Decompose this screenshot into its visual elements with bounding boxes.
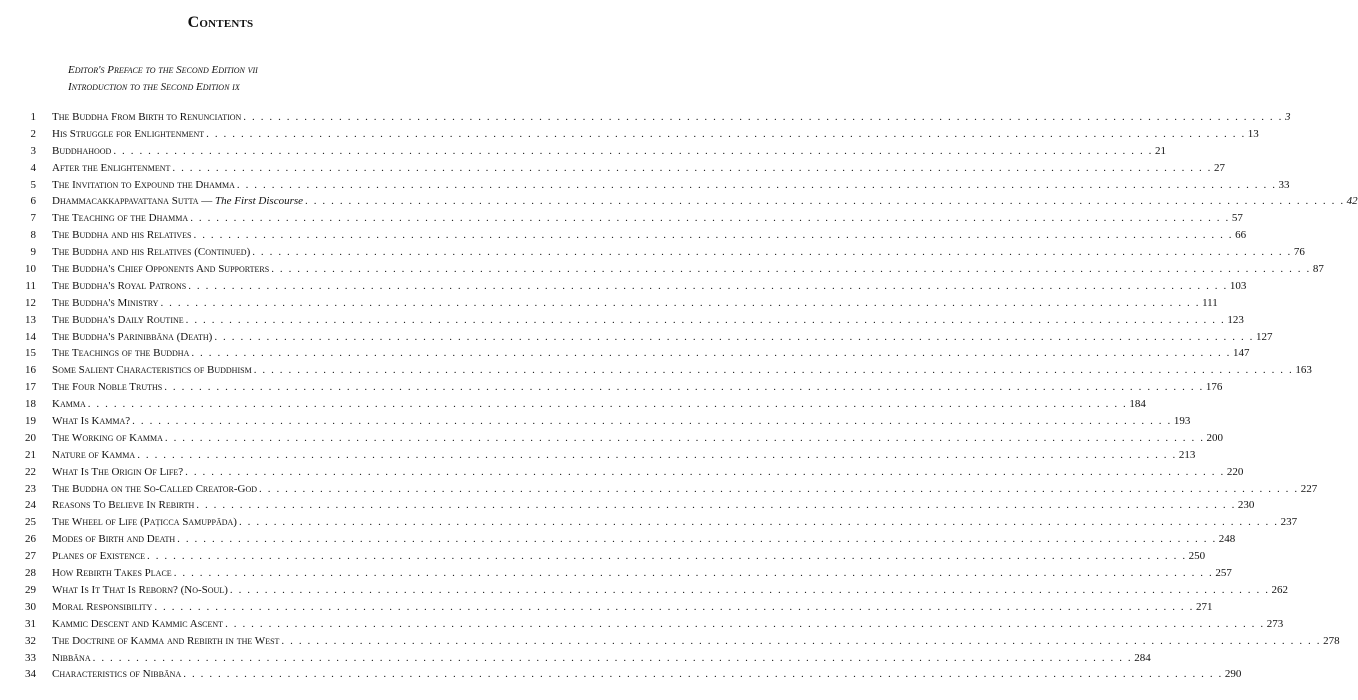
chapter-title-text: The Buddha and his Relatives (Continued) <box>52 246 251 259</box>
chapter-number: 20 <box>25 431 36 444</box>
page-number: 57 <box>1231 212 1243 225</box>
toc-entry[interactable] <box>0 582 1289 599</box>
dot-leader: . . . . . . . . . . . . . . . . . . . . . . . . . . . . . . . . . . . . . . . . . . . . . . . . . . . . . . . . . . . . . . . . . . . . . . . . . . . . . . . . . . . . . . . . . . . . . . . . . . . . . . . . . . . . . . . . . . . . . . . . <box>164 431 1205 444</box>
chapter-title-text: The Teaching of the Dhamma <box>52 212 189 225</box>
page-number: 76 <box>1293 246 1305 259</box>
chapter-title <box>52 329 212 346</box>
dot-leader: . . . . . . . . . . . . . . . . . . . . . . . . . . . . . . . . . . . . . . . . . . . . . . . . . . . . . . . . . . . . . . . . . . . . . . . . . . . . . . . . . . . . . . . . . . . . . . . . . . . . . . . . . . . . . . . . . . . . . . . . <box>177 533 1217 546</box>
chapter-number: 17 <box>25 381 36 394</box>
page-number: 271 <box>1195 600 1213 613</box>
chapter-title <box>52 396 86 413</box>
page-number: 237 <box>1280 516 1298 529</box>
toc-entry-body <box>52 565 1232 582</box>
dot-leader: . . . . . . . . . . . . . . . . . . . . . . . . . . . . . . . . . . . . . . . . . . . . . . . . . . . . . . . . . . . . . . . . . . . . . . . . . . . . . . . . . . . . . . . . . . . . . . . . . . . . . . . . . . . . . . . . . . . . . . . . <box>193 229 1234 242</box>
toc-entry[interactable] <box>0 565 1232 582</box>
page-number: 290 <box>1224 668 1242 681</box>
chapter-title-text: The Buddha on the So-Called Creator-God <box>52 482 258 495</box>
dot-leader: . . . . . . . . . . . . . . . . . . . . . . . . . . . . . . . . . . . . . . . . . . . . . . . . . . . . . . . . . . . . . . . . . . . . . . . . . . . . . . . . . . . . . . . . . . . . . . . . . . . . . . . . . . . . . . . . . . . . . . . . <box>188 279 1228 292</box>
toc-entry-body <box>52 345 1250 362</box>
chapter-number: 32 <box>25 634 36 647</box>
page-number: 200 <box>1206 431 1224 444</box>
chapter-title-text: Planes of Existence <box>52 550 146 563</box>
toc-entry-body <box>52 481 1318 498</box>
toc-entry-body <box>52 548 1206 565</box>
chapter-title <box>52 312 184 329</box>
chapter-title-text: The Working of Kamma <box>52 431 163 444</box>
page-number: 111 <box>1202 296 1218 309</box>
page-number: 27 <box>1214 161 1226 174</box>
chapter-title <box>52 464 183 481</box>
toc-entry[interactable] <box>0 497 1255 514</box>
chapter-title-text: Buddhahood <box>52 144 112 157</box>
dot-leader: . . . . . . . . . . . . . . . . . . . . . . . . . . . . . . . . . . . . . . . . . . . . . . . . . . . . . . . . . . . . . . . . . . . . . . . . . . . . . . . . . . . . . . . . . . . . . . . . . . . . . . . . . . . . . . . . . . . . . . . . <box>206 127 1246 140</box>
dot-leader: . . . . . . . . . . . . . . . . . . . . . . . . . . . . . . . . . . . . . . . . . . . . . . . . . . . . . . . . . . . . . . . . . . . . . . . . . . . . . . . . . . . . . . . . . . . . . . . . . . . . . . . . . . . . . . . . . . . . . . . . <box>147 550 1187 563</box>
chapter-number: 21 <box>25 448 36 461</box>
chapter-number: 8 <box>30 229 36 242</box>
chapter-title-text: How Rebirth Takes Place <box>52 567 172 580</box>
page-number: 278 <box>1323 634 1340 647</box>
toc-entry[interactable] <box>0 345 1250 362</box>
toc-entry[interactable] <box>0 312 1244 329</box>
page-number: 33 <box>1278 178 1290 191</box>
chapter-title <box>52 345 189 362</box>
toc-entry-body <box>52 244 1305 261</box>
page-number: 87 <box>1312 263 1324 276</box>
chapter-number: 27 <box>25 550 36 563</box>
toc-entry-body <box>52 143 1166 160</box>
chapter-title <box>52 177 235 194</box>
toc-list <box>0 109 1358 683</box>
toc-entry[interactable] <box>0 379 1223 396</box>
toc-entry[interactable] <box>0 177 1290 194</box>
chapter-title-text: The Buddha From Birth to Renunciation <box>52 111 242 123</box>
chapter-number: 23 <box>25 482 36 495</box>
toc-entry[interactable] <box>0 481 1318 498</box>
dot-leader: . . . . . . . . . . . . . . . . . . . . . . . . . . . . . . . . . . . . . . . . . . . . . . . . . . . . . . . . . . . . . . . . . . . . . . . . . . . . . . . . . . . . . . . . . . . . . . . . . . . . . . . . . . . . . . . . . . . . . . . . <box>253 364 1294 377</box>
toc-entry-body <box>52 396 1146 413</box>
chapter-number: 24 <box>25 499 36 512</box>
chapter-number: 6 <box>30 195 36 208</box>
chapter-title-text: The Invitation to Expound the Dhamma <box>52 178 235 191</box>
front-matter-entry[interactable]: Editor's Preface to the Second Edition vii <box>68 64 258 76</box>
dot-leader: . . . . . . . . . . . . . . . . . . . . . . . . . . . . . . . . . . . . . . . . . . . . . . . . . . . . . . . . . . . . . . . . . . . . . . . . . . . . . . . . . . . . . . . . . . . . . . . . . . . . . . . . . . . . . . . . . . . . . . . . <box>113 144 1153 157</box>
dot-leader: . . . . . . . . . . . . . . . . . . . . . . . . . . . . . . . . . . . . . . . . . . . . . . . . . . . . . . . . . . . . . . . . . . . . . . . . . . . . . . . . . . . . . . . . . . . . . . . . . . . . . . . . . . . . . . . . . . . . . . . . <box>243 111 1283 123</box>
page-number: 127 <box>1256 330 1273 343</box>
page-number: 66 <box>1235 229 1247 242</box>
toc-entry[interactable] <box>0 244 1305 261</box>
page-number: 123 <box>1227 313 1244 326</box>
toc-entry-body <box>52 329 1273 346</box>
toc-entry[interactable] <box>0 227 1247 244</box>
chapter-title <box>52 126 204 143</box>
toc-entry-body <box>52 531 1236 548</box>
toc-entry[interactable] <box>0 295 1218 312</box>
toc-entry-body <box>52 177 1290 194</box>
toc-entry-body <box>52 210 1243 227</box>
dot-leader: . . . . . . . . . . . . . . . . . . . . . . . . . . . . . . . . . . . . . . . . . . . . . . . . . . . . . . . . . . . . . . . . . . . . . . . . . . . . . . . . . . . . . . . . . . . . . . . . . . . . . . . . . . . . . . . . . . . . . . . . <box>87 398 1128 411</box>
toc-entry-body <box>52 447 1196 464</box>
chapter-title <box>52 244 250 261</box>
toc-entry-body <box>52 227 1247 244</box>
chapter-title <box>52 447 135 464</box>
chapter-number: 33 <box>25 651 36 664</box>
chapter-number: 7 <box>30 212 36 225</box>
dot-leader: . . . . . . . . . . . . . . . . . . . . . . . . . . . . . . . . . . . . . . . . . . . . . . . . . . . . . . . . . . . . . . . . . . . . . . . . . . . . . . . . . . . . . . . . . . . . . . . . . . . . . . . . . . . . . . . . . . . . . . . . <box>137 448 1177 461</box>
chapter-title <box>52 413 130 430</box>
chapter-title-text: What Is Kamma? <box>52 415 131 428</box>
chapter-title-text: The Buddha's Ministry <box>52 296 159 309</box>
page-number: 284 <box>1134 651 1151 664</box>
toc-entry-body <box>52 514 1298 531</box>
toc-entry[interactable] <box>0 109 1291 126</box>
chapter-title-text: Reasons To Believe In Rebirth <box>52 499 195 512</box>
toc-entry-body <box>52 160 1226 177</box>
dot-leader: . . . . . . . . . . . . . . . . . . . . . . . . . . . . . . . . . . . . . . . . . . . . . . . . . . . . . . . . . . . . . . . . . . . . . . . . . . . . . . . . . . . . . . . . . . . . . . . . . . . . . . . . . . . . . . . . . . . . . . . . <box>281 634 1322 647</box>
toc-entry-body <box>52 278 1247 295</box>
chapter-title-text: The Teachings of the Buddha <box>52 347 190 360</box>
dot-leader: . . . . . . . . . . . . . . . . . . . . . . . . . . . . . . . . . . . . . . . . . . . . . . . . . . . . . . . . . . . . . . . . . . . . . . . . . . . . . . . . . . . . . . . . . . . . . . . . . . . . . . . . . . . . . . . . . . . . . . . . <box>196 499 1236 512</box>
dot-leader: . . . . . . . . . . . . . . . . . . . . . . . . . . . . . . . . . . . . . . . . . . . . . . . . . . . . . . . . . . . . . . . . . . . . . . . . . . . . . . . . . . . . . . . . . . . . . . . . . . . . . . . . . . . . . . . . . . . . . . . . <box>225 617 1265 630</box>
toc-entry[interactable] <box>0 261 1324 278</box>
chapter-title <box>52 633 279 650</box>
toc-entry-body <box>52 430 1224 447</box>
toc-entry-body <box>52 295 1218 312</box>
page-number: 42 <box>1346 195 1358 208</box>
chapter-title <box>52 160 170 177</box>
chapter-title <box>52 548 145 565</box>
page-number: 213 <box>1178 448 1196 461</box>
chapter-number: 5 <box>30 178 36 191</box>
page-number: 248 <box>1218 533 1236 546</box>
chapter-title <box>52 497 194 514</box>
chapter-title <box>52 362 252 379</box>
chapter-title-text: The Doctrine of Kamma and Rebirth in the West <box>52 634 280 647</box>
chapter-number: 10 <box>25 263 36 276</box>
chapter-title-text: The Buddha's Royal Patrons <box>52 279 187 292</box>
toc-entry[interactable] <box>0 514 1298 531</box>
chapter-number: 12 <box>25 296 36 309</box>
page-number: 147 <box>1233 347 1250 360</box>
toc-entry-body <box>52 599 1213 616</box>
toc-entry[interactable] <box>0 126 1259 143</box>
chapter-title-text: Nature of Kamma <box>52 448 136 461</box>
toc-entry[interactable] <box>0 430 1224 447</box>
page-number: 220 <box>1226 465 1244 478</box>
chapter-subtitle: The First Discourse <box>215 195 304 208</box>
chapter-title <box>52 565 172 582</box>
chapter-number: 1 <box>30 111 36 123</box>
chapter-title <box>52 430 163 447</box>
chapter-number: 13 <box>25 313 36 326</box>
dot-leader: . . . . . . . . . . . . . . . . . . . . . . . . . . . . . . . . . . . . . . . . . . . . . . . . . . . . . . . . . . . . . . . . . . . . . . . . . . . . . . . . . . . . . . . . . . . . . . . . . . . . . . . . . . . . . . . . . . . . . . . . <box>185 465 1225 478</box>
chapter-number: 22 <box>25 465 36 478</box>
page-number: 163 <box>1295 364 1312 377</box>
toc-entry[interactable] <box>0 633 1340 650</box>
chapter-number: 4 <box>30 161 36 174</box>
toc-entry[interactable] <box>0 650 1151 667</box>
chapter-title-text: The Four Noble Truths <box>52 381 163 394</box>
chapter-number: 2 <box>30 127 36 140</box>
toc-entry-body <box>52 497 1255 514</box>
chapter-number: 9 <box>30 246 36 259</box>
chapter-title <box>52 261 269 278</box>
toc-entry-body <box>52 633 1340 650</box>
chapter-title-text: After the Enlightenment <box>52 161 171 174</box>
toc-entry[interactable] <box>0 396 1146 413</box>
toc-entry-body <box>52 379 1223 396</box>
toc-entry-body <box>52 126 1259 143</box>
chapter-number: 28 <box>25 567 36 580</box>
chapter-title-text: Moral Responsibility <box>52 600 153 613</box>
chapter-title-text: The Buddha's Daily Routine <box>52 313 184 326</box>
chapter-title <box>52 531 175 548</box>
chapter-number: 16 <box>25 364 36 377</box>
page-number: 3 <box>1284 111 1291 123</box>
dot-leader: . . . . . . . . . . . . . . . . . . . . . . . . . . . . . . . . . . . . . . . . . . . . . . . . . . . . . . . . . . . . . . . . . . . . . . . . . . . . . . . . . . . . . . . . . . . . . . . . . . . . . . . . . . . . . . . . . . . . . . . . <box>214 330 1254 343</box>
chapter-number: 30 <box>25 600 36 613</box>
toc-entry-body <box>52 312 1244 329</box>
dot-leader: . . . . . . . . . . . . . . . . . . . . . . . . . . . . . . . . . . . . . . . . . . . . . . . . . . . . . . . . . . . . . . . . . . . . . . . . . . . . . . . . . . . . . . . . . . . . . . . . . . . . . . . . . . . . . . . . . . . . . . . . <box>92 651 1133 664</box>
chapter-title <box>52 295 158 312</box>
chapter-title <box>52 109 241 126</box>
dot-leader: . . . . . . . . . . . . . . . . . . . . . . . . . . . . . . . . . . . . . . . . . . . . . . . . . . . . . . . . . . . . . . . . . . . . . . . . . . . . . . . . . . . . . . . . . . . . . . . . . . . . . . . . . . . . . . . . . . . . . . . . <box>173 567 1214 580</box>
chapter-title-text: Modes of Birth and Death <box>52 533 176 546</box>
chapter-title <box>52 599 152 616</box>
chapter-title-text: Characteristics of Nibbāna <box>52 668 182 681</box>
dot-leader: . . . . . . . . . . . . . . . . . . . . . . . . . . . . . . . . . . . . . . . . . . . . . . . . . . . . . . . . . . . . . . . . . . . . . . . . . . . . . . . . . . . . . . . . . . . . . . . . . . . . . . . . . . . . . . . . . . . . . . . . <box>305 195 1345 208</box>
chapter-title-text: Kamma <box>52 398 86 411</box>
dot-leader: . . . . . . . . . . . . . . . . . . . . . . . . . . . . . . . . . . . . . . . . . . . . . . . . . . . . . . . . . . . . . . . . . . . . . . . . . . . . . . . . . . . . . . . . . . . . . . . . . . . . . . . . . . . . . . . . . . . . . . . . <box>236 178 1277 191</box>
toc-entry[interactable] <box>0 599 1213 616</box>
dot-leader: . . . . . . . . . . . . . . . . . . . . . . . . . . . . . . . . . . . . . . . . . . . . . . . . . . . . . . . . . . . . . . . . . . . . . . . . . . . . . . . . . . . . . . . . . . . . . . . . . . . . . . . . . . . . . . . . . . . . . . . . <box>185 313 1226 326</box>
dot-leader: . . . . . . . . . . . . . . . . . . . . . . . . . . . . . . . . . . . . . . . . . . . . . . . . . . . . . . . . . . . . . . . . . . . . . . . . . . . . . . . . . . . . . . . . . . . . . . . . . . . . . . . . . . . . . . . . . . . . . . . . <box>238 516 1279 529</box>
page-number: 262 <box>1271 583 1289 596</box>
page-number: 273 <box>1266 617 1284 630</box>
toc-entry[interactable] <box>0 210 1243 227</box>
chapter-title-text: The Buddha's Chief Opponents And Supporters <box>52 263 270 276</box>
page-title: Contents <box>187 14 254 31</box>
dot-leader: . . . . . . . . . . . . . . . . . . . . . . . . . . . . . . . . . . . . . . . . . . . . . . . . . . . . . . . . . . . . . . . . . . . . . . . . . . . . . . . . . . . . . . . . . . . . . . . . . . . . . . . . . . . . . . . . . . . . . . . . <box>183 668 1223 681</box>
dot-leader: . . . . . . . . . . . . . . . . . . . . . . . . . . . . . . . . . . . . . . . . . . . . . . . . . . . . . . . . . . . . . . . . . . . . . . . . . . . . . . . . . . . . . . . . . . . . . . . . . . . . . . . . . . . . . . . . . . . . . . . . <box>190 212 1230 225</box>
toc-entry[interactable] <box>0 143 1166 160</box>
toc-entry[interactable] <box>0 362 1312 379</box>
chapter-number: 19 <box>25 415 36 428</box>
dot-leader: . . . . . . . . . . . . . . . . . . . . . . . . . . . . . . . . . . . . . . . . . . . . . . . . . . . . . . . . . . . . . . . . . . . . . . . . . . . . . . . . . . . . . . . . . . . . . . . . . . . . . . . . . . . . . . . . . . . . . . . . <box>164 381 1204 394</box>
toc-entry[interactable] <box>0 447 1196 464</box>
toc-entry[interactable] <box>0 160 1226 177</box>
chapter-title-text: The Wheel of Life (Paṭicca Samuppāda) <box>52 516 237 529</box>
chapter-title <box>52 582 228 599</box>
chapter-number: 29 <box>25 583 36 596</box>
chapter-title-text: Some Salient Characteristics of Buddhism <box>52 364 252 377</box>
toc-entry-body <box>52 650 1151 667</box>
toc-entry-body <box>52 413 1191 430</box>
dot-leader: . . . . . . . . . . . . . . . . . . . . . . . . . . . . . . . . . . . . . . . . . . . . . . . . . . . . . . . . . . . . . . . . . . . . . . . . . . . . . . . . . . . . . . . . . . . . . . . . . . . . . . . . . . . . . . . . . . . . . . . . <box>160 296 1201 309</box>
toc-entry-body <box>52 193 1358 210</box>
chapter-title-text: The Buddha and his Relatives <box>52 229 192 242</box>
page-number: 230 <box>1237 499 1255 512</box>
toc-entry[interactable] <box>0 531 1236 548</box>
chapter-title-text: Nibbāna <box>52 651 91 664</box>
toc-entry[interactable] <box>0 329 1273 346</box>
dot-leader: . . . . . . . . . . . . . . . . . . . . . . . . . . . . . . . . . . . . . . . . . . . . . . . . . . . . . . . . . . . . . . . . . . . . . . . . . . . . . . . . . . . . . . . . . . . . . . . . . . . . . . . . . . . . . . . . . . . . . . . . <box>191 347 1232 360</box>
chapter-title-text: What Is It That Is Reborn? (No-Soul) <box>52 583 228 596</box>
dot-leader: . . . . . . . . . . . . . . . . . . . . . . . . . . . . . . . . . . . . . . . . . . . . . . . . . . . . . . . . . . . . . . . . . . . . . . . . . . . . . . . . . . . . . . . . . . . . . . . . . . . . . . . . . . . . . . . . . . . . . . . . <box>271 263 1311 276</box>
chapter-title <box>52 210 188 227</box>
chapter-title <box>52 379 162 396</box>
chapter-number: 15 <box>25 347 36 360</box>
chapter-number: 34 <box>25 668 36 681</box>
chapter-title <box>52 616 223 633</box>
chapter-title <box>52 278 186 295</box>
chapter-title <box>52 666 181 683</box>
page-number: 227 <box>1300 482 1318 495</box>
chapter-title-text: Kammic Descent and Kammic Ascent <box>52 617 224 630</box>
toc-entry-body <box>52 616 1284 633</box>
chapter-title <box>52 514 237 531</box>
toc-entry-body <box>52 109 1291 126</box>
chapter-number: 26 <box>25 533 36 546</box>
chapter-title-text: His Struggle for Enlightenment <box>52 127 205 140</box>
chapter-title-text: The Buddha's Parinibbāna (Death) <box>52 330 213 343</box>
front-matter-entry[interactable]: Introduction to the Second Edition ix <box>68 81 240 93</box>
chapter-number: 31 <box>25 617 36 630</box>
chapter-title <box>52 481 257 498</box>
chapter-title-text: What Is The Origin Of Life? <box>52 465 184 478</box>
dot-leader: . . . . . . . . . . . . . . . . . . . . . . . . . . . . . . . . . . . . . . . . . . . . . . . . . . . . . . . . . . . . . . . . . . . . . . . . . . . . . . . . . . . . . . . . . . . . . . . . . . . . . . . . . . . . . . . . . . . . . . . . <box>132 415 1172 428</box>
page-number: 184 <box>1129 398 1146 411</box>
chapter-number: 3 <box>30 144 36 157</box>
toc-entry[interactable] <box>0 193 1358 210</box>
toc-entry-body <box>52 261 1324 278</box>
chapter-title <box>52 650 91 667</box>
dot-leader: . . . . . . . . . . . . . . . . . . . . . . . . . . . . . . . . . . . . . . . . . . . . . . . . . . . . . . . . . . . . . . . . . . . . . . . . . . . . . . . . . . . . . . . . . . . . . . . . . . . . . . . . . . . . . . . . . . . . . . . . <box>259 482 1299 495</box>
chapter-title-text: Dhammacakkappavattana Sutta — <box>52 195 216 208</box>
toc-entry-body <box>52 582 1289 599</box>
toc-entry[interactable] <box>0 413 1191 430</box>
dot-leader: . . . . . . . . . . . . . . . . . . . . . . . . . . . . . . . . . . . . . . . . . . . . . . . . . . . . . . . . . . . . . . . . . . . . . . . . . . . . . . . . . . . . . . . . . . . . . . . . . . . . . . . . . . . . . . . . . . . . . . . . <box>154 600 1194 613</box>
chapter-number: 18 <box>25 398 36 411</box>
toc-entry-body <box>52 362 1312 379</box>
dot-leader: . . . . . . . . . . . . . . . . . . . . . . . . . . . . . . . . . . . . . . . . . . . . . . . . . . . . . . . . . . . . . . . . . . . . . . . . . . . . . . . . . . . . . . . . . . . . . . . . . . . . . . . . . . . . . . . . . . . . . . . . <box>252 246 1292 259</box>
chapter-title <box>52 143 111 160</box>
chapter-title <box>52 227 192 244</box>
dot-leader: . . . . . . . . . . . . . . . . . . . . . . . . . . . . . . . . . . . . . . . . . . . . . . . . . . . . . . . . . . . . . . . . . . . . . . . . . . . . . . . . . . . . . . . . . . . . . . . . . . . . . . . . . . . . . . . . . . . . . . . . <box>229 583 1270 596</box>
toc-entry[interactable] <box>0 278 1247 295</box>
chapter-number: 14 <box>25 330 36 343</box>
toc-entry-body <box>52 464 1244 481</box>
page-number: 176 <box>1205 381 1223 394</box>
toc-entry-body <box>52 666 1242 683</box>
page-number: 103 <box>1229 279 1247 292</box>
page-number: 250 <box>1188 550 1206 563</box>
page-number: 21 <box>1155 144 1166 157</box>
page-number: 193 <box>1173 415 1191 428</box>
toc-entry[interactable] <box>0 666 1242 683</box>
page-number: 257 <box>1215 567 1232 580</box>
toc-entry[interactable] <box>0 616 1284 633</box>
chapter-title <box>52 193 303 210</box>
chapter-number: 25 <box>25 516 36 529</box>
dot-leader: . . . . . . . . . . . . . . . . . . . . . . . . . . . . . . . . . . . . . . . . . . . . . . . . . . . . . . . . . . . . . . . . . . . . . . . . . . . . . . . . . . . . . . . . . . . . . . . . . . . . . . . . . . . . . . . . . . . . . . . . <box>172 161 1213 174</box>
toc-entry[interactable] <box>0 464 1244 481</box>
page-number: 13 <box>1247 127 1259 140</box>
toc-entry[interactable] <box>0 548 1206 565</box>
chapter-number: 11 <box>25 279 36 292</box>
